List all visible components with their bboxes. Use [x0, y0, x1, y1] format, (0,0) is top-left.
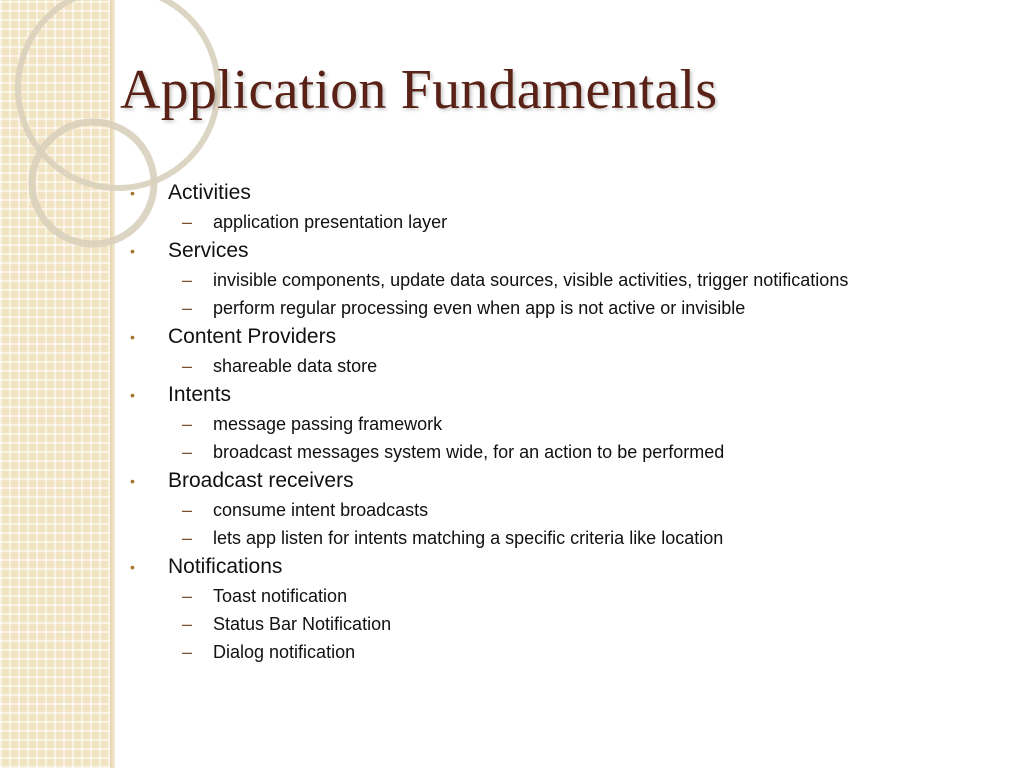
sub-bullet-text: shareable data store — [213, 356, 378, 376]
bullet-text: Broadcast receivers — [168, 469, 354, 492]
bullet-dot-icon: • — [130, 243, 135, 259]
bullet-dot-icon: • — [130, 473, 135, 489]
sub-bullet-text: consume intent broadcasts — [213, 500, 429, 520]
sub-bullet-item — [168, 638, 990, 666]
bullet-dot-icon: • — [130, 329, 135, 345]
sub-bullet-item — [168, 582, 990, 610]
dash-icon: – — [182, 212, 193, 232]
dash-icon: – — [182, 528, 193, 548]
dash-icon: – — [182, 642, 193, 662]
bullet-item — [130, 552, 990, 666]
bullet-text: Notifications — [168, 555, 283, 578]
sub-bullet-item — [168, 410, 990, 438]
bullet-text: Intents — [168, 383, 232, 406]
sub-bullet-item — [168, 524, 990, 552]
sub-bullet-text: perform regular processing even when app is not active or invisible — [213, 298, 746, 318]
sub-bullet-item — [168, 294, 990, 322]
sub-bullet-item — [168, 352, 990, 380]
bullet-item — [130, 380, 990, 466]
sub-bullet-text: Dialog notification — [213, 642, 356, 662]
bullet-list — [130, 178, 990, 666]
dash-icon: – — [182, 414, 193, 434]
bullet-dot-icon: • — [130, 185, 135, 201]
sub-bullet-text: lets app listen for intents matching a specific criteria like location — [213, 528, 724, 548]
sub-bullet-text: Toast notification — [213, 586, 348, 606]
bullet-text: Content Providers — [168, 325, 337, 348]
bullet-item — [130, 322, 990, 380]
dash-icon: – — [182, 442, 193, 462]
sub-bullet-item — [168, 208, 990, 236]
sub-bullet-item — [168, 496, 990, 524]
sub-bullet-text: Status Bar Notification — [213, 614, 392, 634]
bullet-item — [130, 466, 990, 552]
sub-bullet-text: broadcast messages system wide, for an action to be performed — [213, 442, 725, 462]
bullet-item — [130, 236, 990, 322]
sub-bullet-text: application presentation layer — [213, 212, 448, 232]
bullet-text: Activities — [168, 181, 251, 204]
dash-icon: – — [182, 500, 193, 520]
sub-bullet-item — [168, 266, 990, 294]
dash-icon: – — [182, 270, 193, 290]
dash-icon: – — [182, 614, 193, 634]
sub-bullet-text: message passing framework — [213, 414, 443, 434]
bullet-dot-icon: • — [130, 387, 135, 403]
bullet-text: Services — [168, 239, 249, 262]
bullet-item — [130, 178, 990, 236]
sub-bullet-item — [168, 610, 990, 638]
slide-title: Application Fundamentals — [120, 59, 718, 121]
dash-icon: – — [182, 356, 193, 376]
bullet-dot-icon: • — [130, 559, 135, 575]
sub-bullet-item — [168, 438, 990, 466]
sub-bullet-text: invisible components, update data sources, visible activities, trigger notifications — [213, 270, 849, 290]
dash-icon: – — [182, 586, 193, 606]
dash-icon: – — [182, 298, 193, 318]
